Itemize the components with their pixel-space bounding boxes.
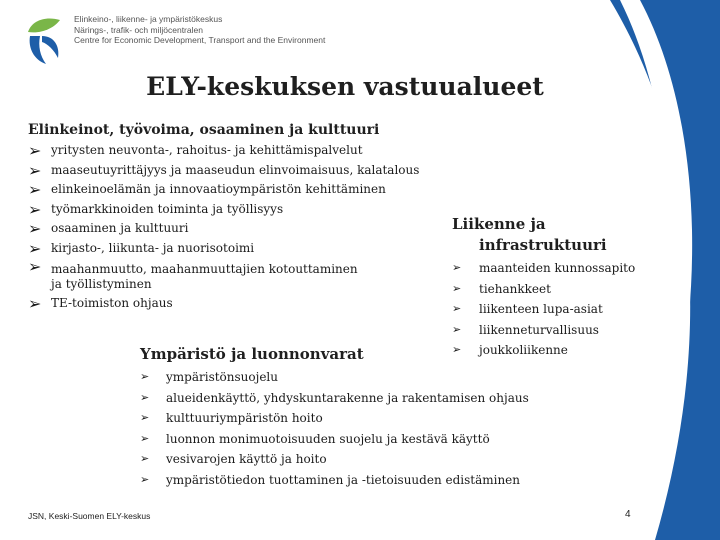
list-item: ➢ luonnon monimuotoisuuden suojelu ja kestävä käyttö xyxy=(140,429,529,450)
footer-text: JSN, Keski-Suomen ELY-keskus xyxy=(28,511,151,521)
arrow-bullet-icon: ➢ xyxy=(28,293,42,313)
section-heading-elinkeinot: Elinkeinot, työvoima, osaaminen ja kulttuuri xyxy=(28,122,380,138)
ely-logo-icon xyxy=(24,14,64,66)
arrow-bullet-icon: ➢ xyxy=(140,472,150,486)
list-item: ➢ liikenneturvallisuus xyxy=(452,320,635,341)
liikenne-list xyxy=(452,258,635,361)
list-item: ➢ ympäristönsuojelu xyxy=(140,367,529,388)
list-item: ➢ kulttuuriympäristön hoito xyxy=(140,408,529,429)
list-item: ➢ yritysten neuvonta-, rahoitus- ja kehittämispalvelut xyxy=(28,141,363,160)
list-item: ➢ TE-toimiston ohjaus xyxy=(28,293,173,313)
arrow-bullet-icon: ➢ xyxy=(140,390,150,404)
arrow-bullet-icon: ➢ xyxy=(452,261,462,274)
arrow-bullet-icon: ➢ xyxy=(452,322,462,336)
org-name-en: Centre for Economic Development, Transport and the Environment xyxy=(74,35,326,45)
list-item: ➢ liikenteen lupa-asiat xyxy=(452,299,635,320)
slide-title: ELY-keskuksen vastuualueet xyxy=(146,72,544,101)
elinkeinot-list xyxy=(28,141,419,313)
section-heading-liikenne: Liikenne ja infrastruktuuri xyxy=(452,215,607,254)
organization-name xyxy=(74,14,325,46)
arrow-bullet-icon: ➢ xyxy=(28,180,42,200)
list-item: ➢ joukkoliikenne xyxy=(452,340,635,361)
arrow-bullet-icon: ➢ xyxy=(28,256,42,276)
list-item: ➢ ympäristötiedon tuottaminen ja -tietoisuuden edistäminen xyxy=(140,470,529,491)
list-item: ➢ vesivarojen käyttö ja hoito xyxy=(140,449,529,470)
list-item: ➢ tiehankkeet xyxy=(452,279,635,300)
arrow-bullet-icon: ➢ xyxy=(452,343,462,357)
list-item: ➢ alueidenkäyttö, yhdyskuntarakenne ja rakentamisen ohjaus xyxy=(140,388,529,409)
list-item: ➢ maanteiden kunnossapito xyxy=(452,258,635,279)
arrow-bullet-icon: ➢ xyxy=(452,281,462,295)
org-name-sv: Närings-, trafik- och miljöcentralen xyxy=(74,24,203,35)
arrow-bullet-icon: ➢ xyxy=(28,141,42,160)
list-item: ➢ osaaminen ja kulttuuri xyxy=(28,219,189,239)
list-item: ➢ työmarkkinoiden toiminta ja työllisyys xyxy=(28,199,284,219)
ymparisto-list xyxy=(140,367,529,491)
arrow-bullet-icon: ➢ xyxy=(28,160,42,180)
arrow-bullet-icon: ➢ xyxy=(140,411,150,425)
arrow-bullet-icon: ➢ xyxy=(140,452,150,466)
arrow-bullet-icon: ➢ xyxy=(28,238,42,258)
arrow-bullet-icon: ➢ xyxy=(452,302,462,316)
arrow-bullet-icon: ➢ xyxy=(28,199,42,219)
list-item: ➢ kirjasto-, liikunta- ja nuorisotoimi xyxy=(28,238,255,258)
arrow-bullet-icon: ➢ xyxy=(140,370,150,383)
list-item: ➢ maahanmuutto, maahanmuuttajien kotouttaminen ja työllistyminen xyxy=(28,256,358,291)
arrow-bullet-icon: ➢ xyxy=(140,431,150,445)
list-item: ➢ maaseutuyrittäjyys ja maaseudun elinvoimaisuus, kalatalous xyxy=(28,160,420,180)
section-heading-ymparisto: Ympäristö ja luonnonvarat xyxy=(140,345,364,363)
list-item: ➢ elinkeinoelämän ja innovaatioympäristön kehittäminen xyxy=(28,180,386,200)
page-number: 4 xyxy=(625,509,631,520)
arrow-bullet-icon: ➢ xyxy=(28,219,42,239)
org-name-fi: Elinkeino-, liikenne- ja ympäristökeskus xyxy=(74,14,223,24)
